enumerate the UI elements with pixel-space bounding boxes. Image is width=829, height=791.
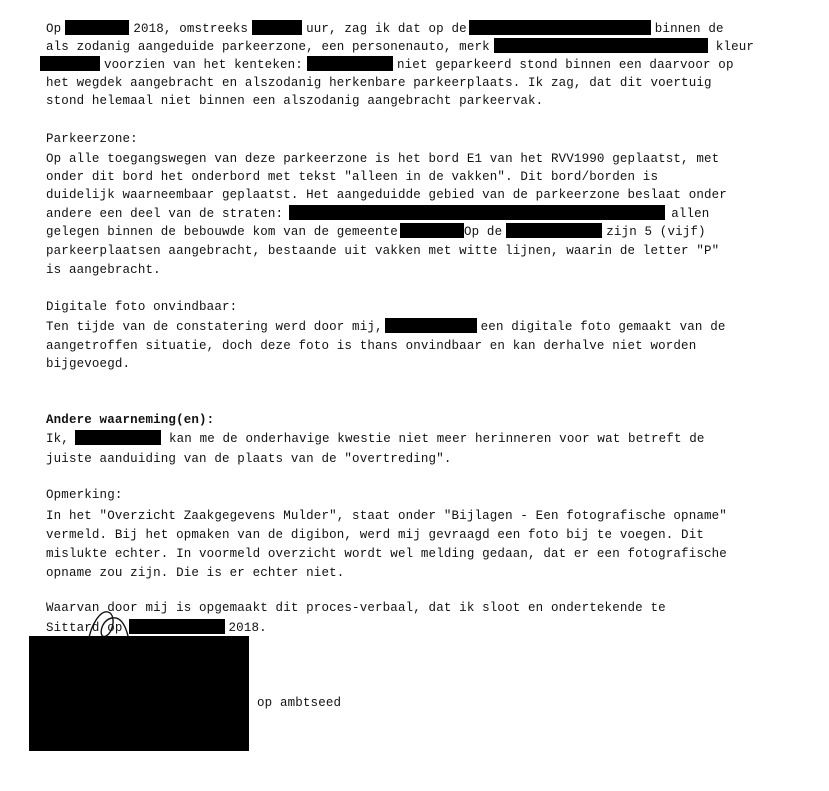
redaction: [252, 20, 302, 35]
text: Op de: [463, 225, 503, 239]
text: Op: [46, 22, 62, 36]
redaction: [506, 223, 602, 238]
p2-line-5: [46, 223, 706, 241]
p2-line-6: parkeerplaatsen aangebracht, bestaande uit vakken met witte lijnen, waarin de letter "P": [46, 244, 720, 258]
text: niet geparkeerd stond binnen een daarvoor op: [396, 58, 734, 72]
redaction: [400, 223, 464, 238]
text: voorzien van het kenteken:: [104, 58, 303, 72]
text: kleur: [715, 40, 755, 54]
text: een digitale foto gemaakt van de: [480, 320, 726, 334]
p3-line-3: bijgevoegd.: [46, 357, 131, 371]
redaction: [469, 20, 651, 35]
p2-line-7: is aangebracht.: [46, 263, 161, 277]
p1-line-1: [46, 20, 724, 38]
text: andere een deel van de straten:: [46, 207, 284, 221]
p5-line-1: In het "Overzicht Zaakgegevens Mulder", staat onder "Bijlagen - Een fotografische opname": [46, 509, 727, 523]
text: kan me de onderhavige kwestie niet meer herinneren voor wat betreft de: [168, 432, 705, 446]
p5-line-3: mislukte echter. In voormeld overzicht wordt wel melding gedaan, dat er een fotografische: [46, 547, 727, 561]
p1-line-3: [40, 56, 734, 74]
redaction: [307, 56, 393, 71]
p5-line-2: vermeld. Bij het opmaken van de digibon, werd mij gevraagd een foto bij te voegen. Dit: [46, 528, 705, 542]
opmerking-heading: Opmerking:: [46, 488, 123, 502]
p1-line-4: het wegdek aangebracht en alszodanig herkenbare parkeerplaats. Ik zag, dat dit voertuig: [46, 76, 712, 90]
redaction: [385, 318, 477, 333]
p3-line-1: [46, 318, 726, 336]
p1-line-2: [46, 38, 754, 56]
text: allen: [671, 207, 710, 221]
p3-line-2: aangetroffen situatie, doch deze foto is thans onvindbaar en kan derhalve niet worden: [46, 339, 697, 353]
andere-waarneming-heading: Andere waarneming(en):: [46, 413, 215, 427]
text: als zodanig aangeduide parkeerzone, een personenauto, merk: [46, 40, 490, 54]
p2-line-1: Op alle toegangswegen van deze parkeerzone is het bord E1 van het RVV1990 geplaatst, met: [46, 152, 720, 166]
signature-block-redaction: [29, 636, 249, 751]
text: 2018.: [228, 621, 267, 635]
p4-line-2: juiste aanduiding van de plaats van de "overtreding".: [46, 452, 452, 466]
closing-line-1: Waarvan door mij is opgemaakt dit proces-verbaal, dat ik sloot en ondertekende te: [46, 601, 666, 615]
redaction: [75, 430, 161, 445]
text: binnen de: [654, 22, 724, 36]
text: Ik,: [46, 432, 69, 446]
text: uur, zag ik dat op de: [306, 22, 467, 36]
digitale-foto-heading: Digitale foto onvindbaar:: [46, 300, 238, 314]
p5-line-4: opname zou zijn. Die is er echter niet.: [46, 566, 345, 580]
p2-line-3: duidelijk waarneembaar geplaatst. Het aangeduidde gebied van de parkeerzone beslaat onder: [46, 188, 727, 202]
redaction: [494, 38, 708, 53]
text: 2018, omstreeks: [133, 22, 249, 36]
p1-line-5: stond helemaal niet binnen een alszodanig aangebracht parkeervak.: [46, 94, 544, 108]
parkeerzone-heading: Parkeerzone:: [46, 132, 138, 146]
redaction: [40, 56, 100, 71]
text: zijn 5 (vijf): [606, 225, 706, 239]
redaction: [65, 20, 129, 35]
p4-line-1: [46, 430, 705, 448]
oath-text: op ambtseed: [257, 696, 342, 710]
text: gelegen binnen de bebouwde kom van de gemeente: [46, 225, 398, 239]
redaction: [289, 205, 665, 220]
redaction: [129, 619, 225, 634]
p2-line-2: onder dit bord het onderbord met tekst "alleen in de vakken". Dit bord/borden is: [46, 170, 659, 184]
text: Sittard op: [46, 621, 123, 635]
p2-line-4: [46, 205, 709, 223]
text: Ten tijde van de constatering werd door mij,: [46, 320, 383, 334]
